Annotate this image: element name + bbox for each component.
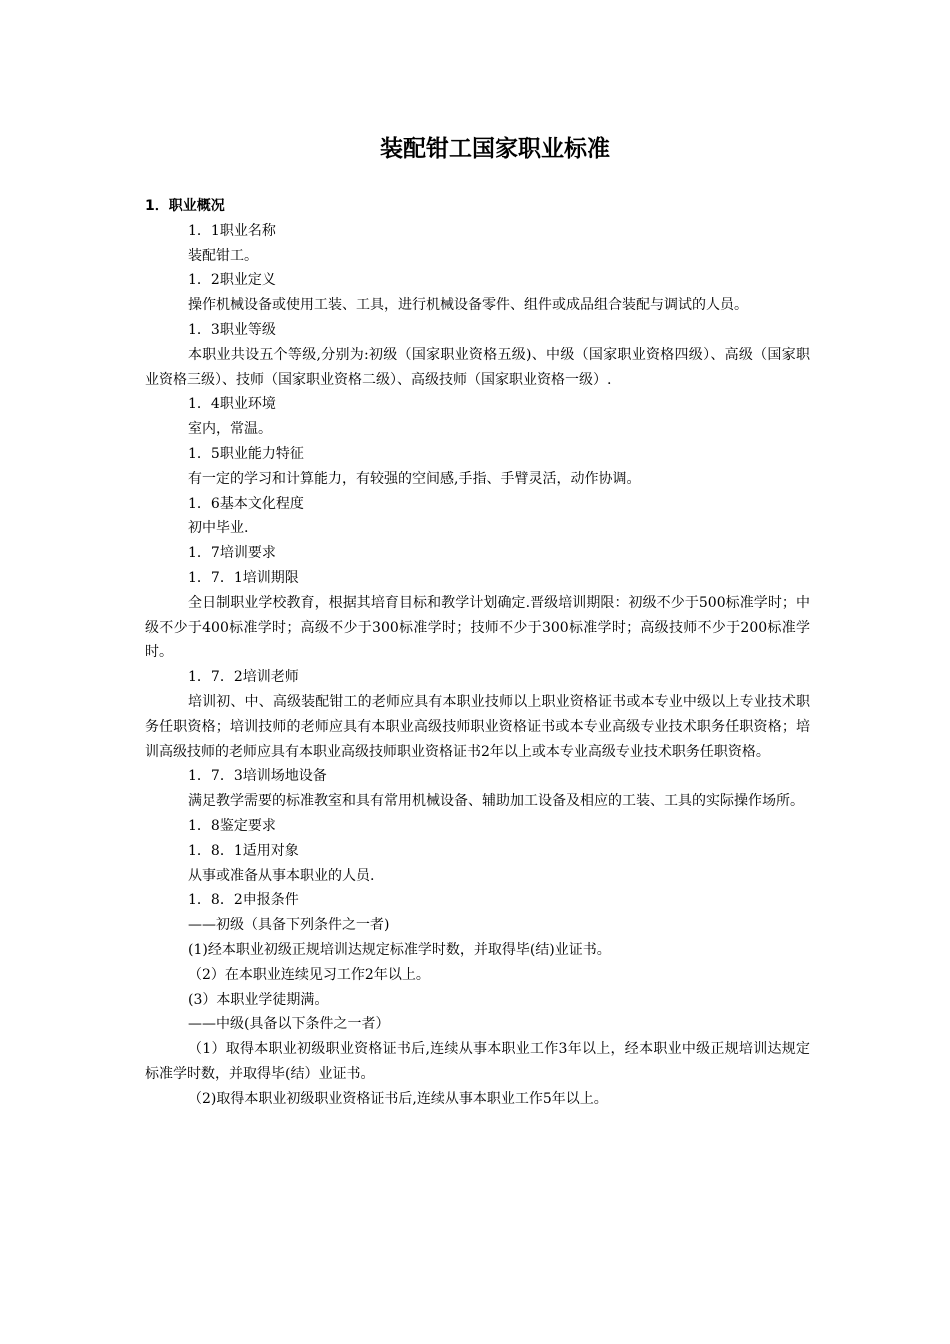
paragraph: （2）在本职业连续见习工作2年以上。 bbox=[188, 966, 430, 983]
document-page bbox=[145, 130, 810, 1111]
document-title: 装配钳工国家职业标准 bbox=[380, 136, 610, 162]
paragraph: 1．7培训要求 bbox=[188, 545, 276, 562]
paragraph: 室内，常温。 bbox=[188, 421, 272, 438]
paragraph: (3）本职业学徒期满。 bbox=[188, 991, 329, 1008]
paragraph: 1．3职业等级 bbox=[188, 321, 276, 338]
paragraph: 本职业共设五个等级,分别为:初级（国家职业资格五级)、中级（国家职业资格四级）、高级（国家职业资格三级）、技师（国家职业资格二级）、高级技师（国家职业资格一级）. bbox=[145, 346, 810, 388]
paragraph: 1．8．1适用对象 bbox=[188, 842, 299, 859]
paragraph: 1．5职业能力特征 bbox=[188, 445, 304, 462]
paragraph: 1．1职业名称 bbox=[188, 222, 276, 239]
paragraph: 1．2职业定义 bbox=[188, 272, 276, 289]
paragraph: 有一定的学习和计算能力，有较强的空间感,手指、手臂灵活，动作协调。 bbox=[188, 470, 641, 487]
paragraph: 装配钳工。 bbox=[188, 247, 258, 264]
paragraph: （2)取得本职业初级职业资格证书后,连续从事本职业工作5年以上。 bbox=[188, 1090, 608, 1107]
paragraph: 培训初、中、高级装配钳工的老师应具有本职业技师以上职业资格证书或本专业中级以上专业技术职务任职资格；培训技师的老师应具有本职业高级技师职业资格证书或本专业高级专业技术职务任职资格；培训高级技师的老师应具有本职业高级技师职业资格证书2年以上或本专业高级专业技术职务任职资格。 bbox=[145, 693, 810, 760]
paragraph: （1）取得本职业初级职业资格证书后,连续从事本职业工作3年以上，经本职业中级正规培训达规定标准学时数，并取得毕(结）业证书。 bbox=[145, 1041, 810, 1082]
paragraph: 满足教学需要的标准教室和具有常用机械设备、辅助加工设备及相应的工装、工具的实际操作场所。 bbox=[188, 793, 804, 810]
section-heading: 1．职业概况 bbox=[145, 198, 225, 214]
paragraph: 1．8．2申报条件 bbox=[188, 892, 299, 909]
document-body bbox=[145, 219, 810, 1112]
paragraph: 1．6基本文化程度 bbox=[188, 495, 304, 512]
paragraph: 1．4职业环境 bbox=[188, 396, 276, 413]
paragraph: 1．7．1培训期限 bbox=[188, 569, 299, 586]
paragraph: 1．8鉴定要求 bbox=[188, 817, 276, 834]
paragraph: 操作机械设备或使用工装、工具，进行机械设备零件、组件或成品组合装配与调试的人员。 bbox=[188, 297, 748, 314]
paragraph: 1．7．2培训老师 bbox=[188, 669, 299, 686]
paragraph: 1．7．3培训场地设备 bbox=[188, 768, 327, 785]
paragraph: 从事或准备从事本职业的人员. bbox=[188, 867, 375, 884]
paragraph: ——中级(具备以下条件之一者） bbox=[188, 1016, 390, 1033]
paragraph: 初中毕业. bbox=[188, 520, 249, 537]
paragraph: (1)经本职业初级正规培训达规定标准学时数，并取得毕(结)业证书。 bbox=[188, 941, 611, 958]
paragraph: 全日制职业学校教育，根据其培育目标和教学计划确定.晋级培训期限：初级不少于500标准学时；中级不少于400标准学时；高级不少于300标准学时；技师不少于300标准学时；高级技师不少于200标准学时。 bbox=[145, 594, 810, 661]
paragraph: ——初级（具备下列条件之一者) bbox=[188, 917, 390, 934]
